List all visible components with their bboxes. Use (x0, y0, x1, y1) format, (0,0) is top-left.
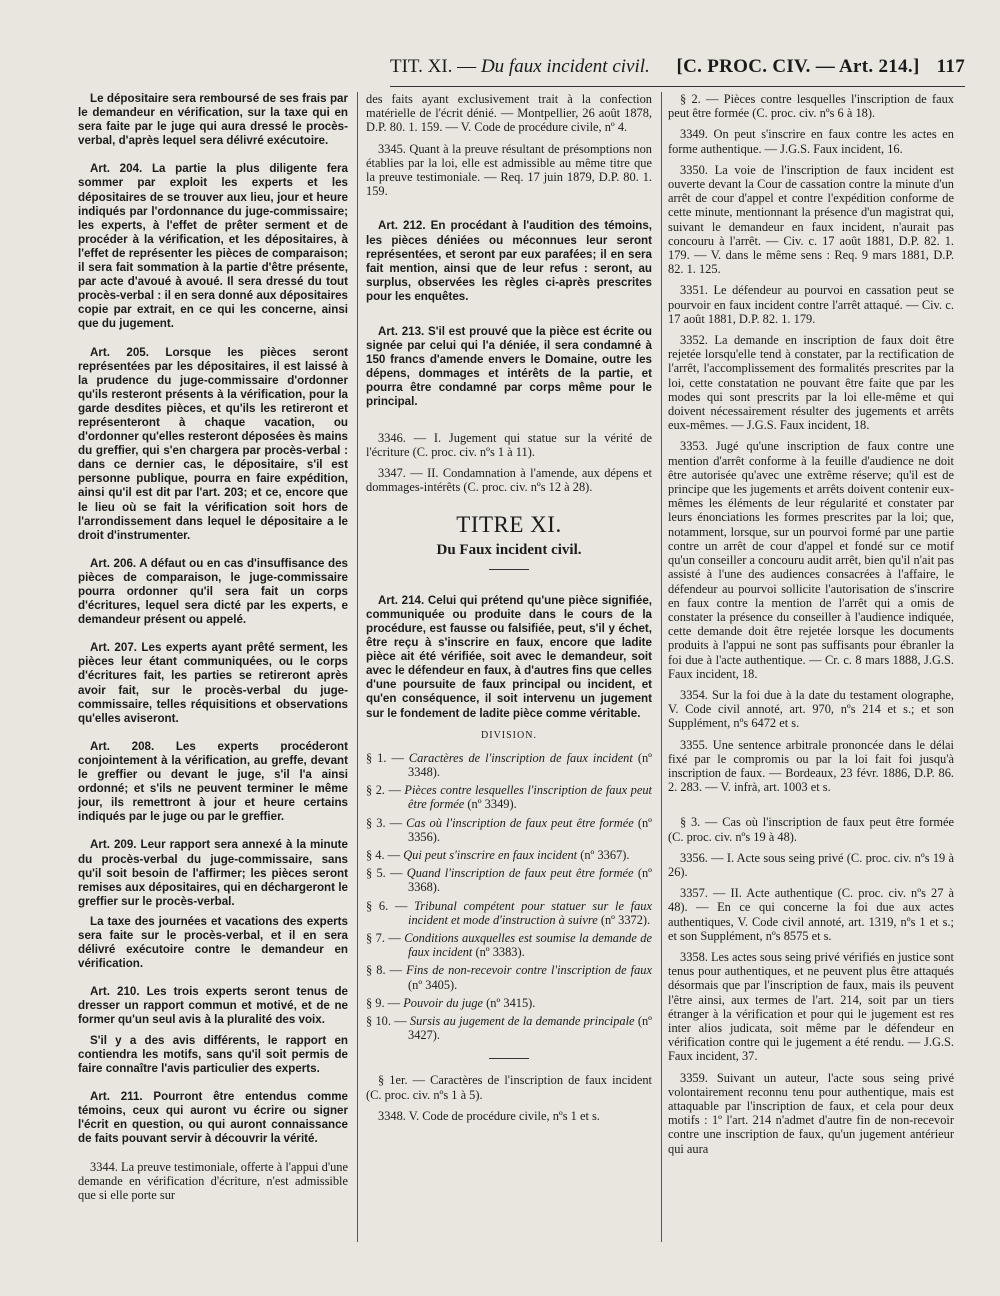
section-ref: (nº 3415). (486, 995, 536, 1010)
header-title-italic: Du faux incident civil. (480, 56, 650, 77)
paragraph: Le dépositaire sera remboursé de ses frais par le demandeur en vérification, sur la taxe qui en sera faite par le juge qui aura dressé le procès-verbal, d'après lequel sera délivré exécutoire. (78, 92, 348, 148)
header-article-ref: [C. PROC. CIV. — Art. 214.] (676, 56, 920, 77)
division-item (366, 751, 652, 779)
note-3359: 3359. Suivant un auteur, l'acte sous seing privé volontairement reconnu tenu pour authentique, mais est attaquable par l'inscription de faux, et cela pour deux motifs : 1º l'art. 214 n'admet d'autre fin de non-recevoir contre une inscription de faux, qu'un jugement antérieur qui aura (668, 1070, 954, 1156)
column-1 (78, 92, 348, 1216)
article-211: Art. 211. Pourront être entendus comme témoins, ceux qui auront vu écrire ou signer l'écrit en question, ou qui auront connaissance de faits pouvant servir à découvrir la vérité. (78, 1089, 348, 1146)
section-title: Qui peut s'inscrire en faux incident (403, 848, 578, 863)
section-title: Cas où l'inscription de faux peut être formée (406, 815, 634, 830)
division-heading: DIVISION. (481, 729, 537, 741)
section-title: Sursis au jugement de la demande principale (409, 1014, 635, 1029)
column-rule-2 (661, 92, 662, 1242)
column-3 (668, 92, 954, 1163)
article-206: Art. 206. A défaut ou en cas d'insuffisance des pièces de comparaison, le juge-commissaire pourra ordonner qu'il sera fait un corps d'écritures, lequel sera dicté par les experts, e demandeur présent ou appelé. (78, 556, 348, 627)
article-204: Art. 204. La partie la plus diligente fera sommer par exploit les experts et les dépositaires de se trouver aux lieu, jour et heure indiqués par l'ordonnance du juge-commissaire; les experts, à l'effet de prêter serment et de procéder à la vérification, et les dépositaires, à l'effet de représenter les pièces de comparaison; il sera fait sommation à la partie d'être présente, par acte d'avoué à avoué. Il sera dressé du tout procès-verbal : il en sera donné aux dépositaires copie par extrait, en ce qui les concerne, ainsi que du jugement. (78, 162, 348, 331)
note-3350: 3350. La voie de l'inscription de faux incident est ouverte devant la Cour de cassation contre la minute d'un arrêt de cour d'appel et contre l'expédition conforme de cette minute, mentionnant la présence d'un magistrat qui, suivant le demandeur en faux incident, n'aurait pas concouru à l'arrêt. — Civ. c. 17 août 1881, D.P. 82. 1. 179. — V. dans le même sens : Req. 9 mars 1881, D.P. 82. 1. 125. (668, 162, 954, 277)
note-3345: 3345. Quant à la preuve résultant de présomptions non établies par la loi, elle est admissible au même titre que la preuve testimoniale. — Req. 17 juin 1879, D.P. 80. 1. 159. (366, 141, 652, 199)
article-208: Art. 208. Les experts procéderont conjointement à la vérification, au greffe, devant le greffier ou devant le juge, s'il l'a ainsi ordonné; et s'ils ne peuvent terminer le même jour, ils remettront à jour et heure certains indiqués par le juge ou par le greffier. (78, 739, 348, 824)
section-title: Pièces contre lesquelles l'inscription de faux peut être formée (404, 783, 653, 812)
note-3356: 3356. — I. Acte sous seing privé (C. proc. civ. nºs 19 à 26). (668, 850, 954, 879)
note-3353: 3353. Jugé qu'une inscription de faux contre une mention d'arrêt conforme à la feuille d'audience ne doit être autorisée qu'avec une extrême réserve; qu'il est de principe que les jugements et arrêts doivent contenir eux-mêmes les éléments de leur régularité et constater par leurs énonciations les formes prescrites par la loi; que, notamment, lorsque, sur un pourvoi formé par une partie contre un arrêt de cour d'appel et fondé sur ce motif qu'un conseiller a concouru audit arrêt, bien qu'il n'ait pas assisté à l'une des audiences consacrées à l'affaire, le défendeur au pourvoi sollicite l'autorisation de s'inscrire en faux contre la mention de l'arrêt qui a omis de constater la présence du conseiller à l'audience indiquée, cette demande doit être rejetée lorsque les documents produits à l'appui ne sont pas suffisants pour ébranler la foi due à l'acte authentique. — Cr. c. 8 mars 1888, J.G.S. Faux incident, 18. (668, 439, 954, 681)
division-item (366, 866, 652, 894)
section-1-heading: § 1er. — Caractères de l'inscription de faux incident (C. proc. civ. nºs 1 à 5). (366, 1073, 652, 1102)
paragraph: La taxe des journées et vacations des experts sera faite sur le procès-verbal, et il en sera délivré exécutoire contre le demandeur en vérification. (78, 914, 348, 971)
section-title: Caractères de l'inscription de faux incident (408, 750, 633, 765)
column-rule-1 (357, 92, 358, 1242)
header-reference (676, 56, 965, 78)
section-number: § 10. — (366, 1014, 407, 1029)
division-item (366, 931, 652, 959)
section-number: § 9. — (366, 995, 401, 1010)
division-item (366, 1014, 652, 1042)
division-item (366, 899, 652, 927)
section-title: Tribunal compétent pour statuer sur le faux incident et mode d'instruction à suivre (408, 898, 652, 927)
note-3352: 3352. La demande en inscription de faux doit être rejetée lorsqu'elle tend à constater, par la rectification de l'arrêt, l'accomplissement des formalités prescrites par la loi, cette constatation ne pouvant être faite que par les modes qui sont prescrits par la loi elle-même et qui doivent nécessairement résulter des jugements et arrêts eux-mêmes. — J.G.S. Faux incident, 18. (668, 333, 954, 433)
section-ref: (nº 3427). (408, 1014, 652, 1043)
section-number: § 5. — (366, 866, 403, 881)
division-item (366, 963, 652, 991)
section-ref: (nº 3367). (580, 848, 630, 863)
note-3351: 3351. Le défendeur au pourvoi en cassation peut se pourvoir en faux incident contre l'arrêt attaqué. — Civ. c. 17 août 1881, D.P. 82. 1. 179. (668, 283, 954, 326)
article-214: Art. 214. Celui qui prétend qu'une pièce signifiée, communiquée ou produite dans le cours de la procédure, est fausse ou falsifiée, peut, s'il y échet, être reçu à s'inscrire en faux, encore que ladite pièce ait été vérifiée, soit avec le demandeur, soit avec le défendeur en faux, à d'autres fins que celles d'une poursuite de faux principal ou incident, et qu'en conséquence, il soit intervenu un jugement sur le fondement de ladite pièce comme véritable. (366, 593, 652, 720)
article-207: Art. 207. Les experts ayant prêté serment, les pièces leur étant communiquées, ou le corps d'écritures fait, les parties se retireront après avoir fait, sur le procès-verbal du juge-commissaire, telles réquisitions et observations qu'elles aviseront. (78, 641, 348, 725)
section-number: § 3. — (366, 815, 403, 830)
short-rule (489, 569, 529, 570)
note-3344: 3344. La preuve testimoniale, offerte à l'appui d'une demande en vérification d'écriture, n'est admissible que si elle porte sur (78, 1160, 348, 1203)
running-header (390, 56, 965, 87)
section-number: § 6. — (366, 898, 408, 913)
article-205: Art. 205. Lorsque les pièces seront représentées par les dépositaires, il est laissé à la prudence du juge-commissaire d'ordonner qu'ils resteront présents à la vérification, pour la garde desdites pièces, et qu'ils les retireront et représenteront à chaque vacation, ou d'ordonner qu'elles resteront déposées ès mains du greffier, qui s'en chargera par procès-verbal : dans ce dernier cas, le dépositaire, s'il est personne publique, pourra en faire expédition, ainsi qu'il est dit par l'art. 203; et ce, encore que le lieu où se fait la vérification soit hors de l'arrondissement dans lequel le dépositaire a le droit d'instrumenter. (78, 345, 348, 542)
division-item (366, 848, 652, 862)
title-heading: TITRE XI. (456, 512, 562, 538)
section-number: § 1. — (366, 750, 404, 765)
division-item (366, 783, 652, 811)
header-title (390, 56, 650, 78)
section-title: Quand l'inscription de faux peut être formée (406, 866, 634, 881)
note-3358: 3358. Les actes sous seing privé vérifiés en justice sont tenus pour authentiques, et ne peuvent plus être attaqués désormais que par l'inscription de faux, mais ils peuvent l'être ainsi, aux termes de l'art. 214, soit par un tiers étranger à la vérification et pour qui le jugement est res inter alios judicata, soit même par le défendeur en vérification contre qui le jugement a été rendu. — J.G.S. Faux incident, 37. (668, 949, 954, 1064)
paragraph: S'il y a des avis différents, le rapport en contiendra les motifs, sans qu'il soit permis de faire connaître l'avis particulier des experts. (78, 1033, 348, 1075)
division-item (366, 996, 652, 1010)
section-title: Conditions auxquelles est soumise la demande de faux incident (404, 931, 652, 960)
article-209: Art. 209. Leur rapport sera annexé à la minute du procès-verbal du juge-commissaire, sans qu'il soit besoin de l'affirmer; les pièces seront remises aux dépositaires, qui en déchargeront le greffier sur le procès-verbal. (78, 838, 348, 908)
section-ref: (nº 3405). (408, 977, 458, 992)
note-3348: 3348. V. Code de procédure civile, nºs 1 et s. (378, 1108, 600, 1123)
article-210: Art. 210. Les trois experts seront tenus de dresser un rapport commun et motivé, et de ne former qu'un seul avis à la pluralité des voix. (78, 985, 348, 1027)
note-continuation: des faits ayant exclusivement trait à la confection matérielle de l'écrit dénié. — Montpellier, 26 août 1878, D.P. 80. 1. 159. — V. Code de procédure civile, nº 4. (366, 92, 652, 135)
section-title: Pouvoir du juge (403, 995, 484, 1010)
short-rule (489, 1058, 529, 1059)
note-3357: 3357. — II. Acte authentique (C. proc. civ. nºs 27 à 48). — En ce qui concerne la foi due aux actes authentiques, V. Code civil annoté, art. 1319, nºs 1 et s.; et son Supplément, nºs 8575 et s. (668, 886, 954, 943)
section-ref: (nº 3368). (408, 866, 652, 895)
section-ref: (nº 3383). (475, 945, 525, 960)
note-3354: 3354. Sur la foi due à la date du testament olographe, V. Code civil annoté, art. 970, nºs 214 et s.; et son Supplément, nºs 6472 et s. (668, 687, 954, 731)
title-subheading: Du Faux incident civil. (436, 541, 582, 558)
article-212: Art. 212. En procédant à l'audition des témoins, les pièces déniées ou méconnues leur seront représentées, et seront par eux parafées; il en sera fait mention, ainsi que de leur refus : seront, au surplus, observées les règles ci-après prescrites pour les enquêtes. (366, 219, 652, 303)
division-item (366, 816, 652, 844)
article-213: Art. 213. S'il est prouvé que la pièce est écrite ou signée par celui qui l'a déniée, il sera condamné à 150 francs d'amende envers le Domaine, outre les dépens, dommages et intérêts de la partie, et pourra être condamné par corps même pour le principal. (366, 324, 652, 409)
page-number: 117 (936, 56, 965, 77)
section-2-heading: § 2. — Pièces contre lesquelles l'inscription de faux peut être formée (C. proc. civ. nºs 6 à 18). (668, 92, 954, 121)
note-3355: 3355. Une sentence arbitrale prononcée dans le délai fixé par le compromis ou par la loi fait foi jusqu'à inscription de faux. — Bordeaux, 23 févr. 1886, D.P. 86. 2. 283. — V. infrà, art. 1003 et s. (668, 737, 954, 795)
division-list (366, 751, 652, 1043)
section-number: § 2. — (366, 783, 401, 798)
section-3-heading: § 3. — Cas où l'inscription de faux peut être formée (C. proc. civ. nºs 19 à 48). (668, 815, 954, 844)
note-3347: 3347. — II. Condamnation à l'amende, aux dépens et dommages-intérêts (C. proc. civ. nºs 12 à 28). (366, 465, 652, 495)
column-2 (366, 92, 652, 1130)
section-number: § 4. — (366, 848, 401, 863)
section-title: Fins de non-recevoir contre l'inscription de faux (406, 963, 652, 978)
section-ref: (nº 3356). (408, 815, 653, 844)
section-number: § 8. — (366, 963, 403, 978)
header-title-prefix: TIT. XI. — (390, 56, 477, 77)
section-ref: (nº 3349). (467, 797, 517, 812)
note-3349: 3349. On peut s'inscrire en faux contre les actes en forme authentique. — J.G.S. Faux incident, 16. (668, 127, 954, 156)
section-number: § 7. — (366, 931, 401, 946)
section-ref: (nº 3348). (408, 750, 652, 780)
section-ref: (nº 3372). (600, 912, 651, 927)
note-3346: 3346. — I. Jugement qui statue sur la vérité de l'écriture (C. proc. civ. nºs 1 à 11). (366, 430, 652, 459)
